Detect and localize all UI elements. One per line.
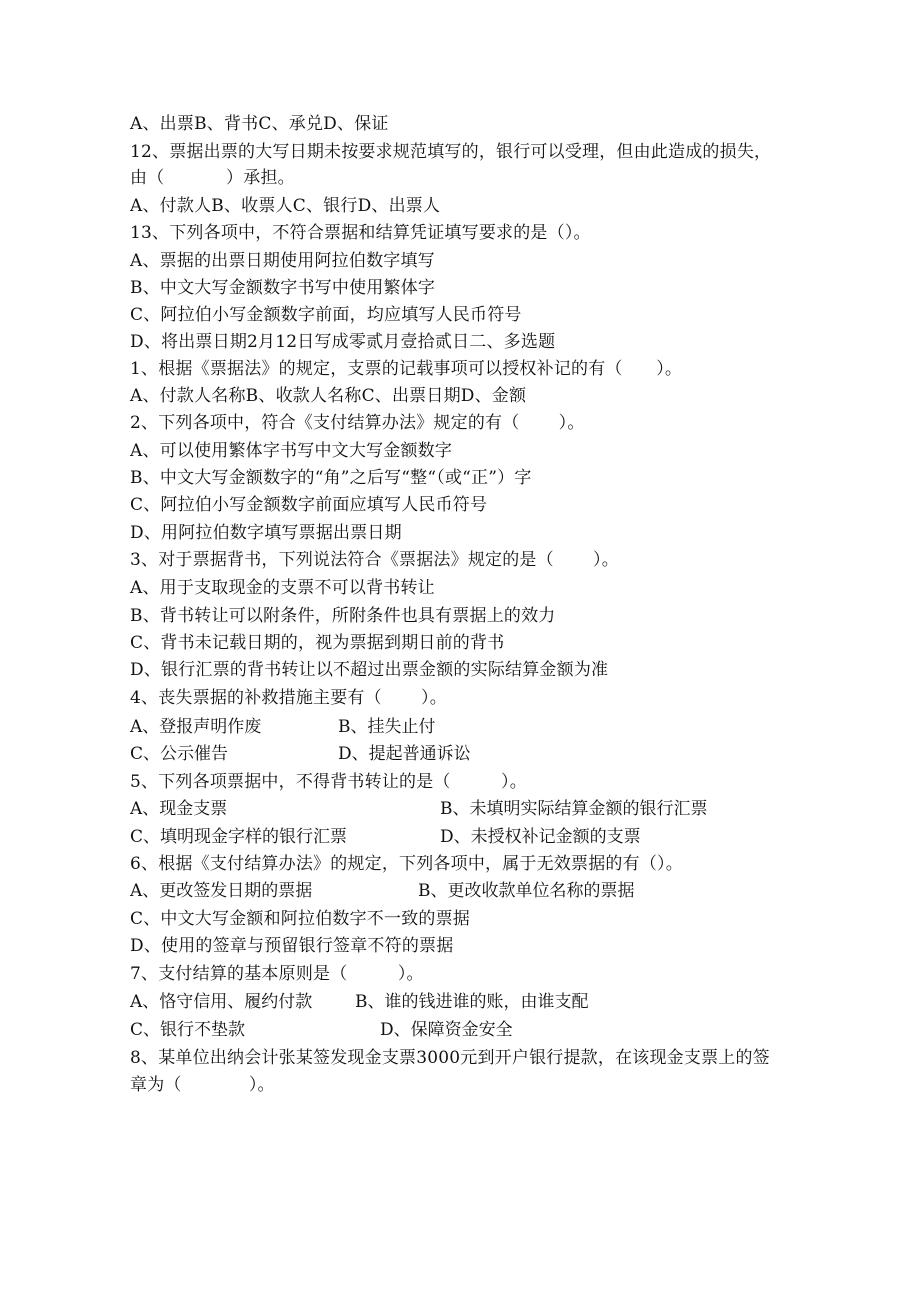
q12-options: A、付款人B、收票人C、银行D、出票人 <box>130 196 441 216</box>
q13-option-a: A、票据的出票日期使用阿拉伯数字填写 <box>130 251 435 271</box>
mq2-option-d: D、用阿拉伯数字填写票据出票日期 <box>130 523 402 543</box>
mq3-option-c: C、背书未记载日期的，视为票据到期日前的背书 <box>130 633 505 653</box>
mq6-option-c: C、中文大写金额和阿拉伯数字不一致的票据 <box>130 909 471 929</box>
mq1-text: 1、根据《票据法》的规定，支票的记载事项可以授权补记的有（ ）。 <box>130 359 683 379</box>
q12-text-line2: 由（ ）承担。 <box>130 168 295 188</box>
mq2-option-b: B、中文大写金额数字的“角”之后写“整“（或“正”）字 <box>130 468 532 488</box>
mq3-option-d: D、银行汇票的背书转让以不超过出票金额的实际结算金额为准 <box>130 660 609 680</box>
q13-text: 13、下列各项中，不符合票据和结算凭证填写要求的是（）。 <box>130 223 591 243</box>
mq7-option-a: A、恪守信用、履约付款 <box>130 992 313 1012</box>
mq4-option-b: B、挂失止付 <box>338 717 436 737</box>
mq7-option-b: B、谁的钱进谁的账，由谁支配 <box>355 992 589 1012</box>
mq4-text: 4、丧失票据的补救措施主要有（ ）。 <box>130 688 447 708</box>
mq3-text: 3、对于票据背书，下列说法符合《票据法》规定的是（ ）。 <box>130 550 619 570</box>
q13-option-b: B、中文大写金额数字书写中使用繁体字 <box>130 278 436 298</box>
mq4-option-a: A、登报声明作废 <box>130 717 262 737</box>
mq7-option-d: D、保障资金安全 <box>380 1020 513 1040</box>
q13-option-c: C、阿拉伯小写金额数字前面，均应填写人民币符号 <box>130 305 522 325</box>
mq3-option-b: B、背书转让可以附条件，所附条件也具有票据上的效力 <box>130 606 556 626</box>
mq4-option-c: C、公示催告 <box>130 744 229 764</box>
mq6-option-a: A、更改签发日期的票据 <box>130 881 313 901</box>
mq8-text-line1: 8、某单位出纳会计张某签发现金支票3000元到开户银行提款，在该现金支票上的签 <box>130 1048 770 1068</box>
mq8-text-line2: 章为（ ）。 <box>130 1075 275 1095</box>
mq2-option-c: C、阿拉伯小写金额数字前面应填写人民币符号 <box>130 495 488 515</box>
mq2-option-a: A、可以使用繁体字书写中文大写金额数字 <box>130 441 453 461</box>
mq5-option-c: C、填明现金字样的银行汇票 <box>130 827 348 847</box>
q11-options: A、出票B、背书C、承兑D、保证 <box>130 114 389 134</box>
mq6-option-d: D、使用的签章与预留银行签章不符的票据 <box>130 936 454 956</box>
mq5-option-a: A、现金支票 <box>130 799 228 819</box>
mq5-option-b: B、未填明实际结算金额的银行汇票 <box>440 799 708 819</box>
mq5-text: 5、下列各项票据中，不得背书转让的是（ ）。 <box>130 772 527 792</box>
mq7-option-c: C、银行不垫款 <box>130 1020 246 1040</box>
mq6-text: 6、根据《支付结算办法》的规定，下列各项中，属于无效票据的有（）。 <box>130 854 683 874</box>
mq2-text: 2、下列各项中，符合《支付结算办法》规定的有（ ）。 <box>130 413 585 433</box>
mq3-option-a: A、用于支取现金的支票不可以背书转让 <box>130 578 435 598</box>
mq1-options: A、付款人名称B、收款人名称C、出票日期D、金额 <box>130 386 527 406</box>
mq5-option-d: D、未授权补记金额的支票 <box>440 827 641 847</box>
mq4-option-d: D、提起普通诉讼 <box>338 744 471 764</box>
mq6-option-b: B、更改收款单位名称的票据 <box>418 881 635 901</box>
mq7-text: 7、支付结算的基本原则是（ ）。 <box>130 964 424 984</box>
q12-text-line1: 12、票据出票的大写日期未按要求规范填写的，银行可以受理，但由此造成的损失， <box>130 142 772 162</box>
q13-option-d: D、将出票日期2月12日写成零贰月壹拾贰日二、多选题 <box>130 332 556 352</box>
